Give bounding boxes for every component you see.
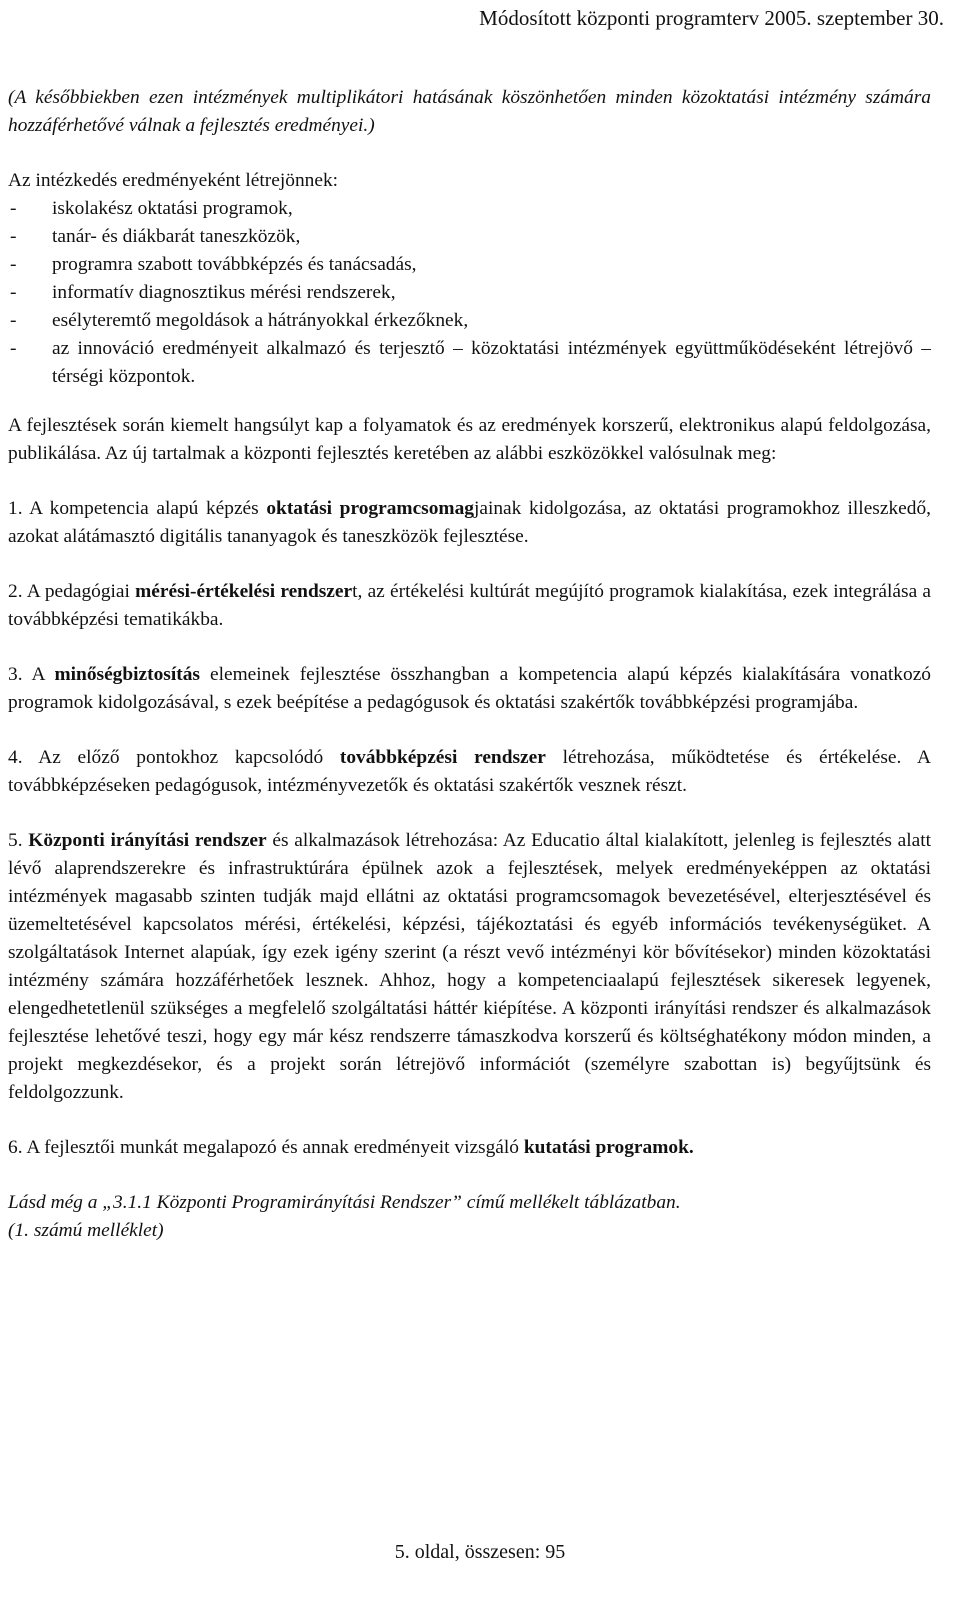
section-3-pre: 3. A (8, 664, 55, 685)
list-item: - iskolakész oktatási programok, (8, 195, 931, 223)
section-5-paragraph (8, 827, 931, 1107)
list-item: - programra szabott továbbképzés és tanácsadás, (8, 251, 931, 279)
list-item: - tanár- és diákbarát taneszközök, (8, 223, 931, 251)
development-paragraph: A fejlesztések során kiemelt hangsúlyt kap a folyamatok és az eredmények korszerű, elektronikus alapú feldolgozása, publikálása. Az új tartalmak a központi fejlesztés keretében az alábbi eszközökkel valósulnak meg: (8, 415, 931, 464)
section-4-bold: továbbképzési rendszer (339, 747, 546, 768)
section-4-post: létrehozása, működtetése és értékelése. A továbbképzéseken pedagógusok, intézményvezetők és oktatási szakértők vesznek részt. (8, 747, 932, 796)
list-item: - az innováció eredményeit alkalmazó és terjesztő – közoktatási intézmények együttműködéseként létrejövő – térségi központok. (8, 335, 931, 391)
section-5-post: és alkalmazások létrehozása: Az Educatio által kialakított, jelenleg is fejlesztés alatt lévő alaprendszerekre és infrastruktúrára épülnek azok a fejlesztések, melyek eredményeképpen az oktatási intézmények magasabb szinten tudják majd ellátni az oktatási programcsomagok bevezetésével, elterjesztésével és üzemeltetésével kapcsolatos mérési, értékelési, képzési, tájékoztatási és egyéb információs tevékenységüket. A szolgáltatások Internet alapúak, így ezek igény szerint (a részt vevő intézményi kör bővítésekor) minden közoktatási intézmény számára hozzáférhetőek lesznek. Ahhoz, hogy a kompetenciaalapú fejlesztések sikeresek legyenek, elengedhetetlenül szükséges a megfelelő szolgáltatási háttér kiépítése. A központi irányítási rendszer és alkalmazások fejlesztése lehetővé teszi, hogy egy már kész rendszerre támaszkodva korszerű és költséghatékony módon minden, a projekt megkezdésekor, és a projekt során létrejövő információt (személyre szabottan is) begyűjtsünk és feldolgozzunk. (8, 830, 931, 1103)
section-2-post: t, az értékelési kultúrát megújító programok kialakítása, ezek integrálása a továbbképzési tematikákba. (8, 581, 932, 630)
intro-note: (A későbbiekben ezen intézmények multiplikátori hatásának köszönhetően minden közoktatási intézmény számára hozzáférhetővé válnak a fejlesztés eredményei.) (8, 87, 931, 136)
closing-reference: Lásd még a „3.1.1 Központi Programirányítási Rendszer” című mellékelt táblázatban. (8, 1192, 681, 1213)
section-2-bold: mérési-értékelési rendszer (135, 581, 353, 602)
document-body (8, 84, 931, 1245)
section-5-bold: Központi irányítási rendszer (28, 830, 267, 851)
section-1-pre: 1. A kompetencia alapú képzés (8, 498, 267, 519)
section-6-pre: 6. A fejlesztői munkát megalapozó és annak eredményeit vizsgáló (8, 1137, 524, 1158)
section-3-paragraph (8, 661, 931, 717)
section-3-bold: minőségbiztosítás (54, 664, 200, 685)
list-item: - esélyteremtő megoldások a hátrányokkal érkezőknek, (8, 307, 931, 335)
section-2-pre: 2. A pedagógiai (8, 581, 136, 602)
section-4-pre: 4. Az előző pontokhoz kapcsolódó (8, 747, 340, 768)
list-item: - informatív diagnosztikus mérési rendszerek, (8, 279, 931, 307)
results-list (8, 195, 931, 391)
closing-annex-note: (1. számú melléklet) (8, 1220, 164, 1241)
section-3-post: elemeinek fejlesztése összhangban a kompetencia alapú képzés kialakítására vonatkozó programok kidolgozásával, s ezek beépítése a pedagógusok és oktatási szakértők továbbképzési programjába. (8, 664, 931, 713)
section-1-paragraph (8, 495, 931, 551)
results-title: Az intézkedés eredményeként létrejönnek: (8, 170, 339, 191)
page-footer: 5. oldal, összesen: 95 (394, 1541, 566, 1563)
page-header: Módosított központi programterv 2005. szeptember 30. (479, 6, 944, 30)
section-6-paragraph (8, 1134, 931, 1162)
section-2-paragraph (8, 578, 931, 634)
section-1-bold: oktatási programcsomag (266, 498, 474, 519)
section-6-bold: kutatási programok. (523, 1137, 694, 1158)
section-5-pre: 5. (8, 830, 29, 851)
section-1-post: jainak kidolgozása, az oktatási programokhoz illeszkedő, azokat alátámasztó digitális tananyagok és taneszközök fejlesztése. (8, 498, 931, 547)
section-4-paragraph (8, 744, 931, 800)
